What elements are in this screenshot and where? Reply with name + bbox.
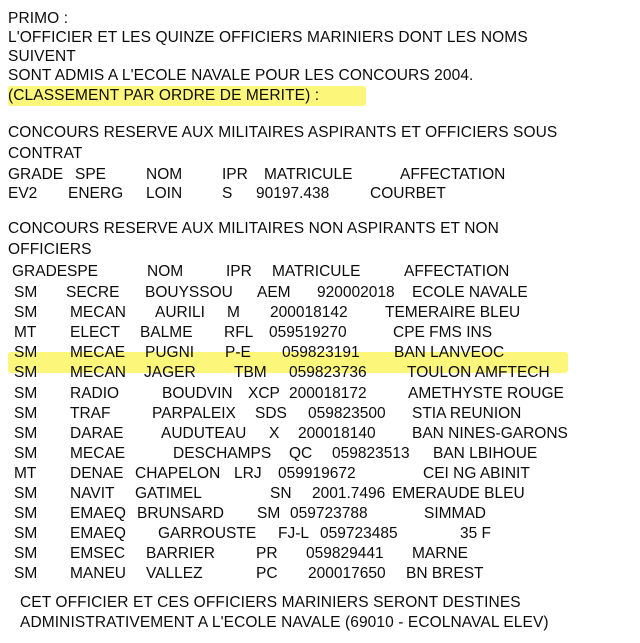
- section2-cell-nom: JAGER: [144, 364, 196, 382]
- section2-header-matricule: MATRICULE: [272, 263, 361, 280]
- section2-cell-matricule: 059919672: [278, 464, 356, 482]
- section2-cell-ipr: SDS: [255, 404, 287, 422]
- section2-cell-matricule: 059723788: [290, 505, 368, 523]
- section2-cell-matricule: 200018142: [270, 304, 348, 322]
- section2-cell-grade: SM: [14, 384, 38, 402]
- section2-cell-ipr: XCP: [248, 384, 280, 402]
- section2-cell-matricule: 920002018: [317, 284, 395, 301]
- section2-title-2: OFFICIERS: [8, 241, 92, 258]
- section2-cell-affectation: TEMERAIRE BLEU: [385, 304, 521, 322]
- section2-cell-spe: NAVIT: [70, 485, 115, 502]
- section2-cell-affectation: BAN NINES-GARONS: [412, 424, 568, 442]
- section2-cell-affectation: EMERAUDE BLEU: [392, 485, 525, 502]
- section1-cell-grade: EV2: [8, 185, 38, 202]
- section1-title-1: CONCOURS RESERVE AUX MILITAIRES ASPIRANTS ET OFFICIERS SOUS: [8, 124, 558, 141]
- section2-cell-nom: GATIMEL: [135, 485, 202, 502]
- section2-cell-grade: SM: [14, 284, 38, 301]
- section2-cell-affectation: ECOLE NAVALE: [412, 284, 528, 301]
- section2-cell-ipr: FJ-L: [278, 525, 309, 543]
- section2-cell-grade: SM: [14, 485, 38, 502]
- section2-cell-nom: BRUNSARD: [137, 505, 224, 523]
- section2-cell-spe: MECAE: [70, 444, 126, 462]
- section2-cell-spe: EMAEQ: [70, 525, 126, 543]
- section1-cell-matricule: 90197.438: [256, 185, 330, 202]
- section2-cell-matricule: 059823191: [282, 344, 360, 362]
- section2-cell-affectation: MARNE: [412, 545, 468, 563]
- section2-cell-affectation: SIMMAD: [424, 505, 486, 523]
- section1-header-grade: GRADE: [8, 166, 64, 183]
- section1-header-ipr: IPR: [222, 166, 248, 183]
- section2-cell-affectation: AMETHYSTE ROUGE: [408, 384, 564, 402]
- section2-cell-ipr: PC: [256, 565, 278, 583]
- primo-heading: PRIMO :: [8, 10, 69, 27]
- section2-cell-nom: BOUYSSOU: [145, 284, 233, 301]
- section2-cell-nom: BARRIER: [146, 545, 215, 563]
- section2-cell-affectation: BN BREST: [406, 565, 484, 583]
- section2-cell-matricule: 059829441: [306, 545, 384, 563]
- section1-title-2: CONTRAT: [8, 145, 83, 162]
- section2-cell-nom: BOUDVIN: [162, 384, 233, 402]
- section2-cell-affectation: CPE FMS INS: [393, 324, 493, 342]
- section2-cell-matricule: 2001.7496: [312, 485, 386, 502]
- section2-cell-nom: BALME: [140, 324, 193, 342]
- section2-cell-grade: SM: [14, 545, 38, 563]
- section2-cell-ipr: RFL: [224, 324, 254, 342]
- section2-cell-matricule: 059823513: [332, 444, 410, 462]
- section2-cell-spe: MECAN: [70, 304, 126, 322]
- intro-line-4: (CLASSEMENT PAR ORDRE DE MERITE) :: [8, 87, 320, 104]
- section2-cell-grade: SM: [14, 304, 38, 322]
- intro-line-3: SONT ADMIS A L'ECOLE NAVALE POUR LES CONCOURS 2004.: [8, 67, 474, 84]
- section2-cell-grade: MT: [14, 324, 37, 342]
- section2-cell-nom: PARPALEIX: [152, 404, 236, 422]
- section2-header-affectation: AFFECTATION: [404, 263, 510, 280]
- section2-cell-ipr: SN: [270, 485, 292, 502]
- section2-cell-spe: TRAF: [70, 404, 111, 422]
- section2-cell-matricule: 200017650: [308, 565, 386, 583]
- section2-header-ipr: IPR: [226, 263, 252, 280]
- intro-line-1: L'OFFICIER ET LES QUINZE OFFICIERS MARINIERS DONT LES NOMS: [8, 29, 528, 46]
- section2-cell-grade: MT: [14, 464, 37, 482]
- section2-cell-ipr: P-E: [225, 344, 251, 362]
- section2-cell-matricule: 059519270: [269, 324, 347, 342]
- section1-header-spe: SPE: [75, 166, 107, 183]
- section2-cell-spe: DARAE: [70, 424, 124, 442]
- section2-cell-spe: EMSEC: [70, 545, 126, 563]
- section2-header-spe: SPE: [67, 263, 99, 280]
- section2-cell-affectation: TOULON AMFTECH: [407, 364, 550, 382]
- section1-header-affectation: AFFECTATION: [400, 166, 506, 183]
- section2-header-nom: NOM: [147, 263, 184, 280]
- footer-line-1: CET OFFICIER ET CES OFFICIERS MARINIERS SERONT DESTINES: [20, 594, 521, 611]
- section2-cell-nom: DESCHAMPS: [173, 444, 272, 462]
- section2-cell-ipr: SM: [257, 505, 281, 523]
- section2-cell-nom: CHAPELON: [135, 464, 221, 482]
- intro-line-2: SUIVENT: [8, 48, 76, 65]
- section2-cell-affectation: BAN LBIHOUE: [433, 444, 538, 462]
- section2-cell-nom: AURILI: [155, 304, 205, 322]
- section2-cell-grade: SM: [14, 444, 38, 462]
- section2-title-1: CONCOURS RESERVE AUX MILITAIRES NON ASPIRANTS ET NON: [8, 220, 499, 237]
- section2-cell-spe: SECRE: [66, 284, 120, 301]
- section2-cell-nom: VALLEZ: [146, 565, 203, 583]
- section2-cell-nom: PUGNI: [145, 344, 195, 362]
- section2-cell-ipr: PR: [256, 545, 278, 563]
- section2-cell-grade: SM: [14, 344, 38, 362]
- section2-cell-matricule: 059723485: [320, 525, 398, 543]
- section2-cell-matricule: 059823736: [289, 364, 367, 382]
- section2-cell-grade: SM: [14, 404, 38, 422]
- section2-cell-ipr: LRJ: [234, 464, 262, 482]
- section1-cell-spe: ENERG: [68, 185, 124, 202]
- section2-cell-grade: SM: [14, 424, 38, 442]
- section2-cell-ipr: TBM: [234, 364, 267, 382]
- section2-cell-spe: MECAE: [70, 344, 126, 362]
- section2-cell-nom: GARROUSTE: [158, 525, 257, 543]
- section2-cell-ipr: M: [227, 304, 240, 322]
- section2-cell-spe: MANEU: [70, 565, 126, 583]
- section2-header-grade: GRADE: [12, 263, 68, 280]
- footer-line-2: ADMINISTRATIVEMENT A L'ECOLE NAVALE (69010 - ECOLNAVAL ELEV): [20, 614, 549, 631]
- section2-cell-ipr: AEM: [257, 284, 291, 301]
- section2-cell-spe: MECAN: [70, 364, 126, 382]
- section2-cell-spe: RADIO: [70, 384, 120, 402]
- section2-cell-spe: DENAE: [70, 464, 124, 482]
- section1-header-matricule: MATRICULE: [264, 166, 353, 183]
- section2-cell-grade: SM: [14, 565, 38, 583]
- section2-cell-spe: EMAEQ: [70, 505, 126, 523]
- section2-cell-spe: ELECT: [70, 324, 120, 342]
- section2-cell-nom: AUDUTEAU: [161, 424, 247, 442]
- section2-cell-affectation: CEI NG ABINIT: [423, 464, 530, 482]
- section2-cell-affectation: STIA REUNION: [412, 404, 522, 422]
- section2-cell-grade: SM: [14, 505, 38, 523]
- section2-cell-grade: SM: [14, 364, 38, 382]
- section1-cell-affectation: COURBET: [370, 185, 446, 202]
- section1-cell-ipr: S: [222, 185, 233, 202]
- section1-header-nom: NOM: [146, 166, 183, 183]
- section1-cell-nom: LOIN: [146, 185, 183, 202]
- section2-cell-matricule: 200018172: [289, 384, 367, 402]
- section2-cell-matricule: 200018140: [298, 424, 376, 442]
- section2-cell-affectation: 35 F: [460, 525, 492, 543]
- section2-cell-grade: SM: [14, 525, 38, 543]
- section2-cell-affectation: BAN LANVEOC: [394, 344, 505, 362]
- section2-cell-matricule: 059823500: [308, 404, 386, 422]
- section2-cell-ipr: QC: [289, 444, 313, 462]
- section2-cell-ipr: X: [269, 424, 280, 442]
